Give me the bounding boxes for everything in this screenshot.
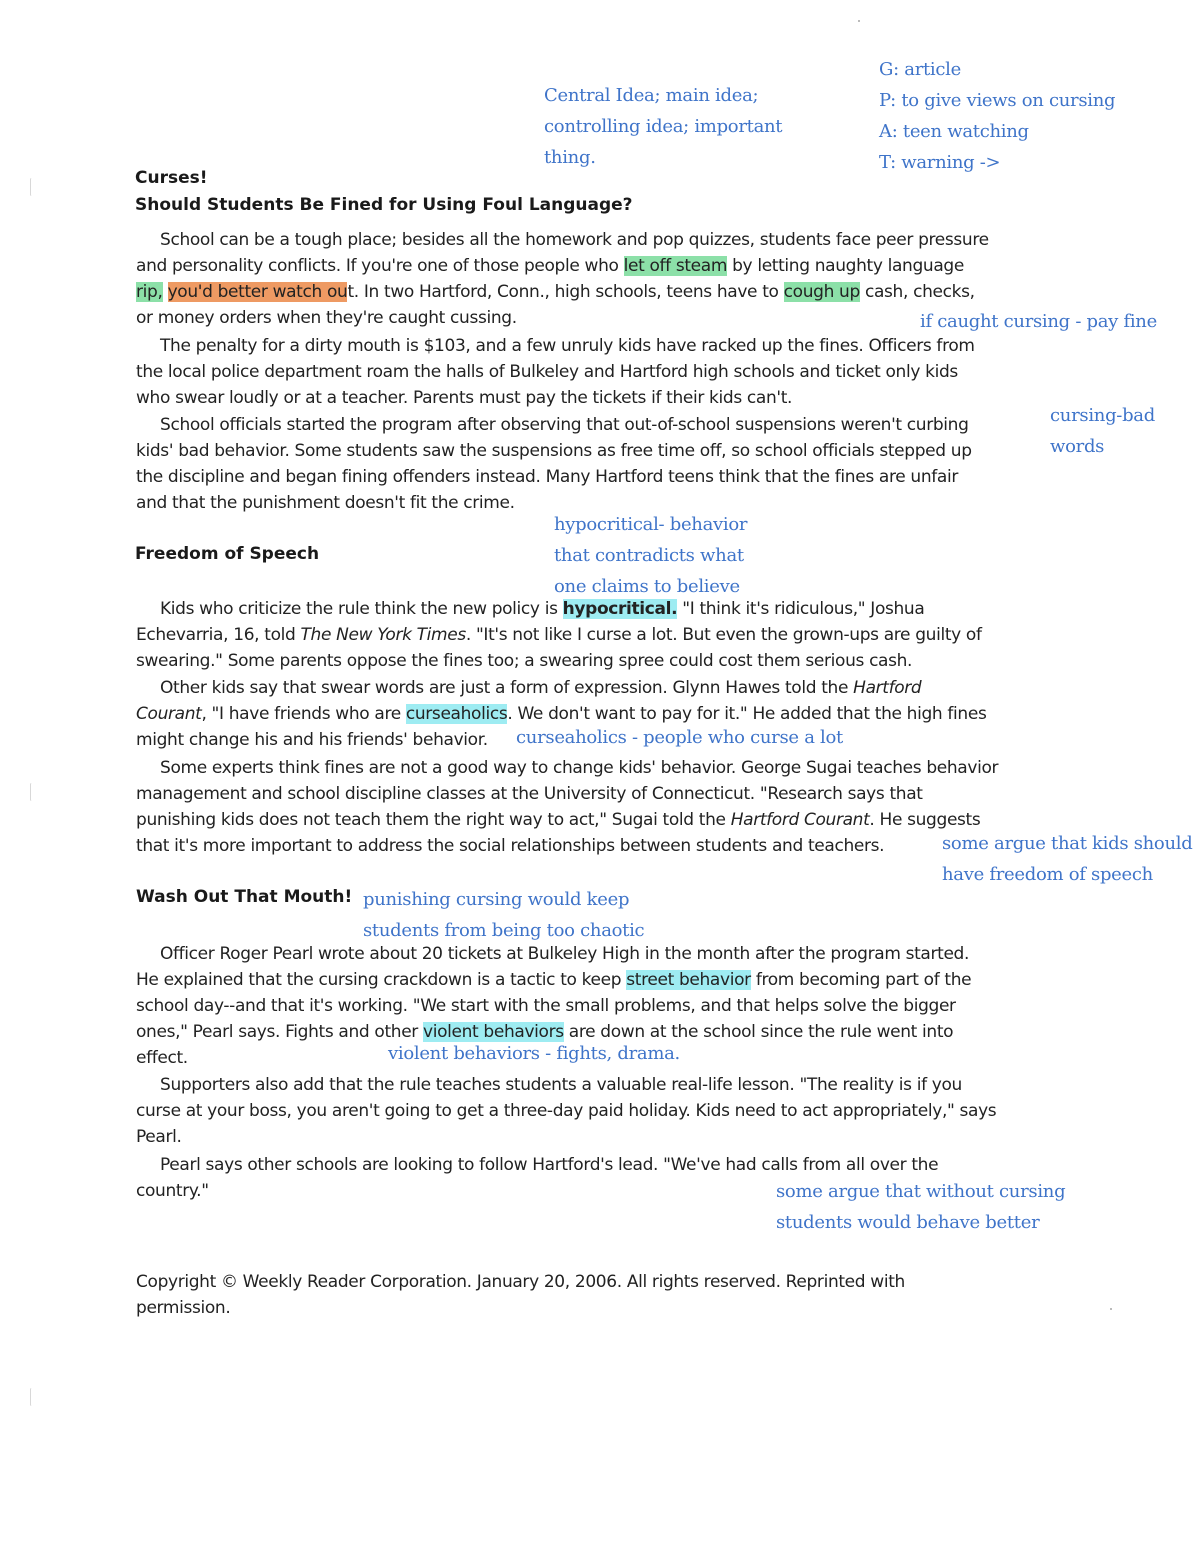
- highlight: cough up: [783, 282, 860, 302]
- paragraph: Supporters also add that the rule teaches students a valuable real-life lesson. "The reality is if you curse at your boss, you aren't going to get a three-day paid holiday. Kids need to act appropriately," says Pearl.: [136, 1075, 997, 1147]
- scan-artifact: [30, 783, 33, 801]
- scan-speck: [858, 20, 860, 22]
- paragraph: Pearl says other schools are looking to follow Hartford's lead. "We've had calls from all over the country.": [136, 1155, 939, 1201]
- annotation-if-caught: if caught cursing - pay fine: [920, 311, 1157, 332]
- highlight: violent behaviors: [423, 1022, 564, 1042]
- highlight: hypocritical.: [562, 599, 678, 619]
- annotation-freedom-of-speech: some argue that kids should have freedom of speech: [942, 833, 1193, 885]
- annotation-without-cursing: some argue that without cursing students would behave better: [776, 1181, 1066, 1233]
- scan-artifact: [30, 1388, 33, 1406]
- copyright-notice: Copyright © Weekly Reader Corporation. January 20, 2006. All rights reserved. Reprinted with permission.: [136, 1272, 905, 1318]
- section-heading: Freedom of Speech: [135, 544, 320, 564]
- highlight: rip,: [136, 282, 163, 302]
- article-subtitle: Should Students Be Fined for Using Foul Language?: [135, 195, 633, 215]
- annotation-central-idea: Central Idea; main idea; controlling idea; important thing.: [544, 85, 783, 168]
- scan-artifact: [30, 178, 33, 196]
- paragraph: Officer Roger Pearl wrote about 20 tickets at Bulkeley High in the month after the program started. He explained that the cursing crackdown is a tactic to keep street behavior from becoming part of the school day--and that it's working. "We start with the small problems, and that helps solve the bigger ones," Pearl says. Fights and other violent behaviors are down at the school since the rule went into effect.: [136, 944, 972, 1068]
- highlight: street behavior: [626, 970, 751, 990]
- paragraph: Kids who criticize the rule think the new policy is hypocritical. "I think it's ridiculous," Joshua Echevarria, 16, told The New York Times. "It's not like I curse a lot. But even the grown-ups are guilty of swearing." Some parents oppose the fines too; a swearing spree could cost them serious cash.: [136, 599, 982, 671]
- annotation-cursing-definition: cursing-bad words: [1050, 405, 1155, 457]
- annotation-hypocritical-definition: hypocritical- behavior that contradicts what one claims to believe: [554, 514, 748, 597]
- paragraph: School can be a tough place; besides all the homework and pop quizzes, students face peer pressure and personality conflicts. If you're one of those people who let off steam by letting naughty language rip, you'd better watch out. In two Hartford, Conn., high schools, teens have to cough up cash, checks, or money orders when they're caught cussing.: [136, 230, 989, 328]
- highlight: you'd better watch ou: [167, 282, 348, 302]
- paragraph: School officials started the program after observing that out-of-school suspensions weren't curbing kids' bad behavior. Some students saw the suspensions as free time off, so school officials stepped up the discipline and began fining offenders instead. Many Hartford teens think that the fines are unfair and that the punishment doesn't fit the crime.: [136, 415, 972, 513]
- scan-speck: [1110, 1308, 1112, 1310]
- annotation-punishing-cursing: punishing cursing would keep students from being too chaotic: [363, 889, 645, 941]
- annotation-violent-definition: violent behaviors - fights, drama.: [388, 1043, 680, 1064]
- annotation-curseaholics-definition: curseaholics - people who curse a lot: [516, 727, 843, 748]
- article-title: Curses!: [135, 168, 208, 188]
- paragraph: The penalty for a dirty mouth is $103, and a few unruly kids have racked up the fines. Officers from the local police department roam the halls of Bulkeley and Hartford high schools and ticket only kids who swear loudly or at a teacher. Parents must pay the tickets if their kids can't.: [136, 336, 975, 408]
- paragraph: Other kids say that swear words are just a form of expression. Glynn Hawes told the Hartford Courant, "I have friends who are curseaholics. We don't want to pay for it." He added that the high fines might change his and his friends' behavior.: [136, 678, 987, 750]
- highlight: curseaholics: [405, 704, 508, 724]
- annotation-gpat: G: article P: to give views on cursing A: teen watching T: warning ->: [879, 59, 1116, 173]
- highlight: let off steam: [623, 256, 728, 276]
- paragraph: Some experts think fines are not a good way to change kids' behavior. George Sugai teaches behavior management and school discipline classes at the University of Connecticut. "Research says that punishing kids does not teach them the right way to act," Sugai told the Hartford Courant. He suggests that it's more important to address the social relationships between students and teachers.: [136, 758, 999, 856]
- section-heading: Wash Out That Mouth!: [136, 887, 353, 907]
